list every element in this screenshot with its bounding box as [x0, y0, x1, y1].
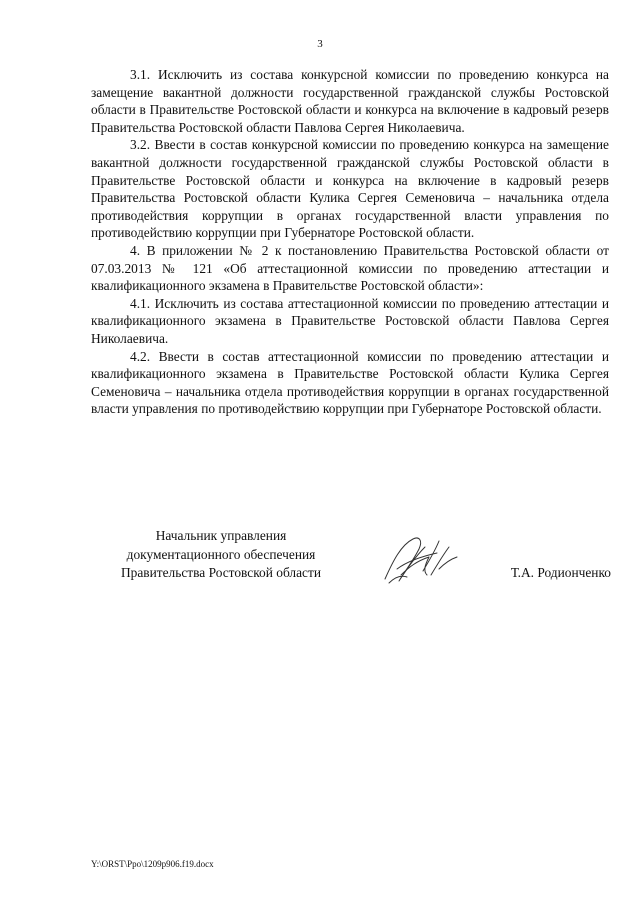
paragraph-4-2: 4.2. Ввести в состав аттестационной комиссии по проведению аттестации и квалификационного экзамена в Правительстве Ростовской области Кулика Сергея Семеновича – начальника отдела противодействия коррупции в органах государственной власти управления по противодействию коррупции при Губернаторе Ростовской области.: [91, 348, 609, 417]
page-number: 3: [317, 38, 323, 50]
signatory-title-line: Правительства Ростовской области: [120, 565, 322, 580]
paragraph-4-1: 4.1. Исключить из состава аттестационной комиссии по проведению аттестации и квалификационного экзамена в Правительстве Ростовской области Павлова Сергея Николаевича.: [91, 295, 609, 346]
signatory-title-line: документационного обеспечения: [126, 546, 316, 562]
handwritten-signature: [379, 531, 461, 587]
paragraph-3-2: 3.2. Ввести в состав конкурсной комиссии по проведению конкурса на замещение вакантной должности государственной гражданской службы Ростовской области в Правительстве Ростовской области и конкурса на включение в кадровый резерв Правительства Ростовской области Кулика Сергея Семеновича – начальника отдела противодействия коррупции в органах государственной власти управления по противодействию коррупции при Губернаторе Ростовской области.: [91, 137, 609, 241]
file-path: Y:\ORST\Ppo\1209p906.f19.docx: [91, 859, 214, 869]
signature-block: [91, 527, 611, 597]
document-body: [91, 66, 609, 418]
paragraph-4: 4. В приложении № 2 к постановлению Правительства Ростовской области от 07.03.2013 № 121 «Об аттестационной комиссии по проведению аттестации и квалификационного экзамена в Правительстве Ростовской области»:: [91, 242, 609, 294]
signatory-name: Т.А. Родионченко: [510, 565, 611, 580]
signatory-title-line: Начальник управления: [155, 528, 287, 543]
paragraph-3-1: 3.1. Исключить из состава конкурсной комиссии по проведению конкурса на замещение вакантной должности государственной гражданской службы Ростовской области в Правительстве Ростовской области и конкурса на включение в кадровый резерв Правительства Ростовской области Павлова Сергея Николаевича.: [91, 67, 609, 135]
signatory-title: [91, 527, 351, 583]
